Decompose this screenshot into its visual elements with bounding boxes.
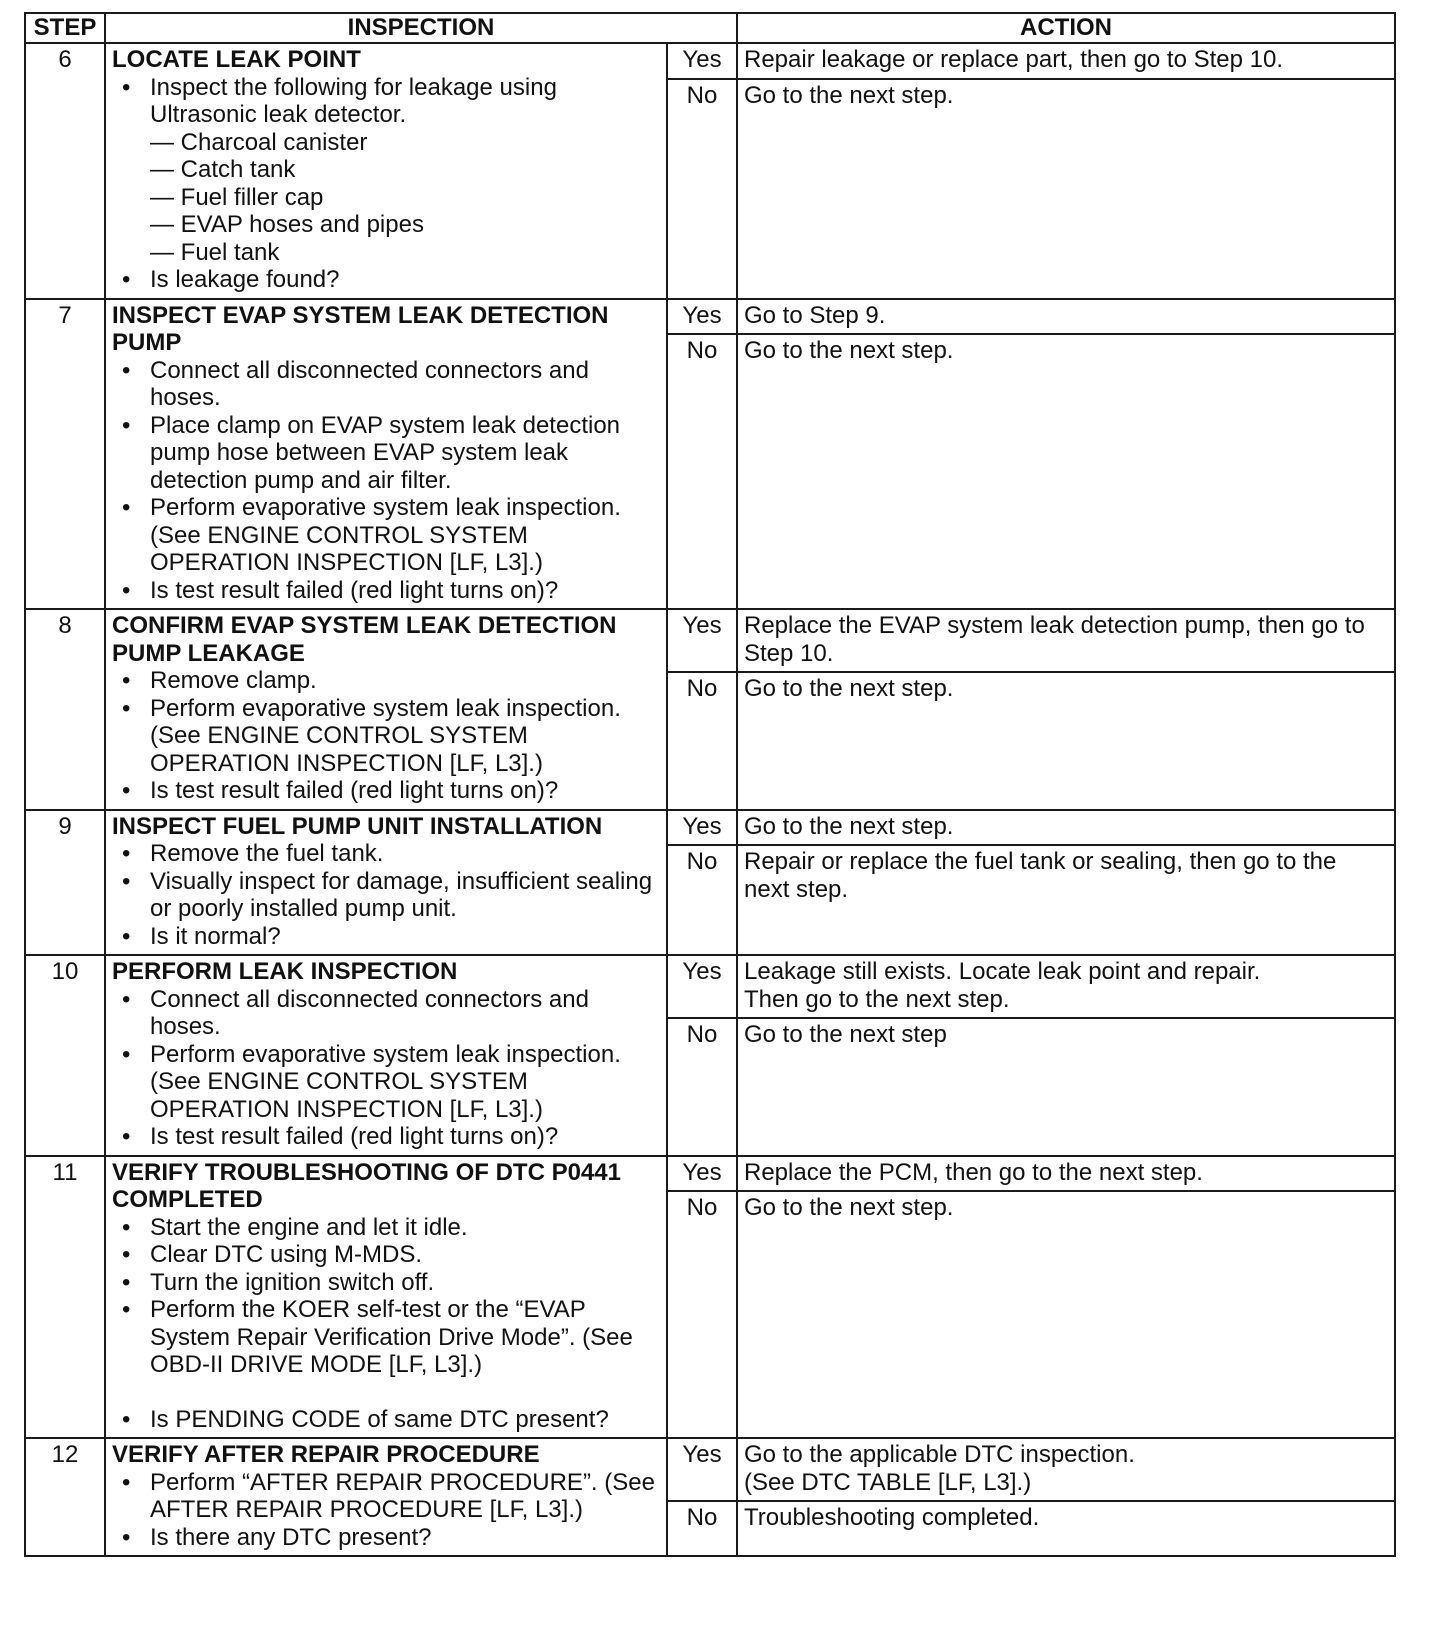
list-item: • Is test result failed (red light turns on)? [112, 1123, 660, 1151]
sub-item: — EVAP hoses and pipes [150, 211, 424, 238]
list-item [112, 74, 660, 267]
yes-action: Go to Step 9. [737, 299, 1395, 335]
yes-action: Replace the EVAP system leak detection pump, then go to Step 10. [737, 609, 1395, 672]
sub-item: — Fuel filler cap [150, 183, 324, 211]
inspection-list [112, 986, 660, 1151]
troubleshooting-table [24, 12, 1396, 1557]
yes-action-line: Go to the applicable DTC inspection. [744, 1441, 1135, 1468]
step-row-yes [25, 299, 1395, 335]
step-row-yes [25, 955, 1395, 1018]
no-action: Go to the next step. [737, 79, 1395, 299]
yes-action: Go to the next step. [737, 810, 1395, 846]
list-item: • Is it normal? [112, 923, 660, 951]
sub-list [150, 129, 660, 267]
step-row-yes [25, 1156, 1395, 1192]
list-item: • Perform evaporative system leak inspection. (See ENGINE CONTROL SYSTEM OPERATION INSPECTION [LF, L3].) [112, 695, 660, 778]
yes-action-line: Leakage still exists. Locate leak point and repair. [744, 958, 1261, 985]
step-title: VERIFY AFTER REPAIR PROCEDURE [112, 1441, 540, 1468]
list-item: • Start the engine and let it idle. [112, 1214, 660, 1242]
yes-action [737, 955, 1395, 1018]
yes-label: Yes [667, 1156, 737, 1192]
list-item: • Is leakage found? [112, 266, 660, 294]
no-action: Go to the next step [737, 1018, 1395, 1156]
no-action: Go to the next step. [737, 672, 1395, 810]
no-action: Troubleshooting completed. [737, 1501, 1395, 1556]
list-item: • Visually inspect for damage, insufficient sealing or poorly installed pump unit. [112, 868, 660, 923]
list-item: • Remove clamp. [112, 667, 660, 695]
sub-item: — Charcoal canister [150, 128, 368, 156]
inspection-list [112, 1214, 660, 1434]
list-item: • Perform evaporative system leak inspection. (See ENGINE CONTROL SYSTEM OPERATION INSPECTION [LF, L3].) [112, 1041, 660, 1124]
yes-action-line: (See DTC TABLE [LF, L3].) [744, 1468, 1032, 1496]
step-row-yes [25, 810, 1395, 846]
list-item: • Place clamp on EVAP system leak detection pump hose between EVAP system leak detection pump and air filter. [112, 412, 660, 495]
inspection-list [112, 357, 660, 605]
inspection-list [112, 1469, 660, 1552]
list-item: • Connect all disconnected connectors and hoses. [112, 357, 660, 412]
yes-label: Yes [667, 810, 737, 846]
yes-action [737, 1438, 1395, 1501]
inspection-list [112, 667, 660, 805]
yes-action: Replace the PCM, then go to the next step. [737, 1156, 1395, 1192]
list-item: • Perform the KOER self-test or the “EVAP System Repair Verification Drive Mode”. (See OBD-II DRIVE MODE [LF, L3].) [112, 1296, 660, 1379]
list-item: • Perform evaporative system leak inspection. (See ENGINE CONTROL SYSTEM OPERATION INSPECTION [LF, L3].) [112, 494, 660, 577]
no-label: No [667, 1191, 737, 1438]
inspection-cell [105, 609, 667, 810]
step-row-yes [25, 609, 1395, 672]
step-title: CONFIRM EVAP SYSTEM LEAK DETECTION PUMP LEAKAGE [112, 612, 617, 667]
action-header: ACTION [737, 13, 1395, 43]
yes-label: Yes [667, 299, 737, 335]
list-item: • Is PENDING CODE of same DTC present? [112, 1406, 660, 1434]
sub-item: — Catch tank [150, 156, 296, 183]
no-action: Go to the next step. [737, 1191, 1395, 1438]
list-item: • Is test result failed (red light turns on)? [112, 577, 660, 605]
inspection-cell [105, 1156, 667, 1439]
no-label: No [667, 845, 737, 955]
step-number: 10 [25, 955, 105, 1156]
step-number: 12 [25, 1438, 105, 1556]
list-item: • Clear DTC using M-MDS. [112, 1241, 660, 1269]
list-item: • Perform “AFTER REPAIR PROCEDURE”. (See AFTER REPAIR PROCEDURE [LF, L3].) [112, 1469, 660, 1524]
yes-label: Yes [667, 43, 737, 79]
step-number: 7 [25, 299, 105, 610]
step-title: LOCATE LEAK POINT [112, 46, 361, 73]
inspection-cell [105, 955, 667, 1156]
no-label: No [667, 1018, 737, 1156]
step-title: INSPECT EVAP SYSTEM LEAK DETECTION PUMP [112, 301, 609, 356]
step-number: 8 [25, 609, 105, 810]
inspection-cell [105, 43, 667, 299]
list-item: • Is test result failed (red light turns on)? [112, 777, 660, 805]
yes-label: Yes [667, 1438, 737, 1501]
no-label: No [667, 1501, 737, 1556]
list-item: • Is there any DTC present? [112, 1524, 660, 1552]
yes-action-line: Then go to the next step. [744, 985, 1010, 1013]
step-number: 9 [25, 810, 105, 956]
sub-item: — Fuel tank [150, 238, 280, 266]
inspection-list [112, 840, 660, 950]
no-label: No [667, 672, 737, 810]
item-text: Inspect the following for leakage using Ultrasonic leak detector. [150, 73, 557, 128]
no-label: No [667, 79, 737, 299]
inspection-cell [105, 299, 667, 610]
inspection-cell [105, 1438, 667, 1556]
no-action: Go to the next step. [737, 334, 1395, 609]
yes-label: Yes [667, 609, 737, 672]
step-title: INSPECT FUEL PUMP UNIT INSTALLATION [112, 812, 603, 840]
yes-label: Yes [667, 955, 737, 1018]
header-row [25, 13, 1395, 43]
no-action: Repair or replace the fuel tank or sealing, then go to the next step. [737, 845, 1395, 955]
inspection-cell [105, 810, 667, 956]
step-title: PERFORM LEAK INSPECTION [112, 958, 458, 985]
step-header: STEP [25, 13, 105, 43]
list-item: • Remove the fuel tank. [112, 840, 660, 868]
list-item: • Turn the ignition switch off. [112, 1269, 660, 1297]
inspection-list [112, 74, 660, 294]
step-row-yes [25, 1438, 1395, 1501]
inspection-header: INSPECTION [105, 13, 737, 43]
yes-action: Repair leakage or replace part, then go to Step 10. [737, 43, 1395, 79]
list-item: • Connect all disconnected connectors and hoses. [112, 986, 660, 1041]
step-number: 11 [25, 1156, 105, 1439]
step-row-yes [25, 43, 1395, 79]
step-title: VERIFY TROUBLESHOOTING OF DTC P0441 COMPLETED [112, 1158, 621, 1213]
no-label: No [667, 334, 737, 609]
step-number: 6 [25, 43, 105, 299]
